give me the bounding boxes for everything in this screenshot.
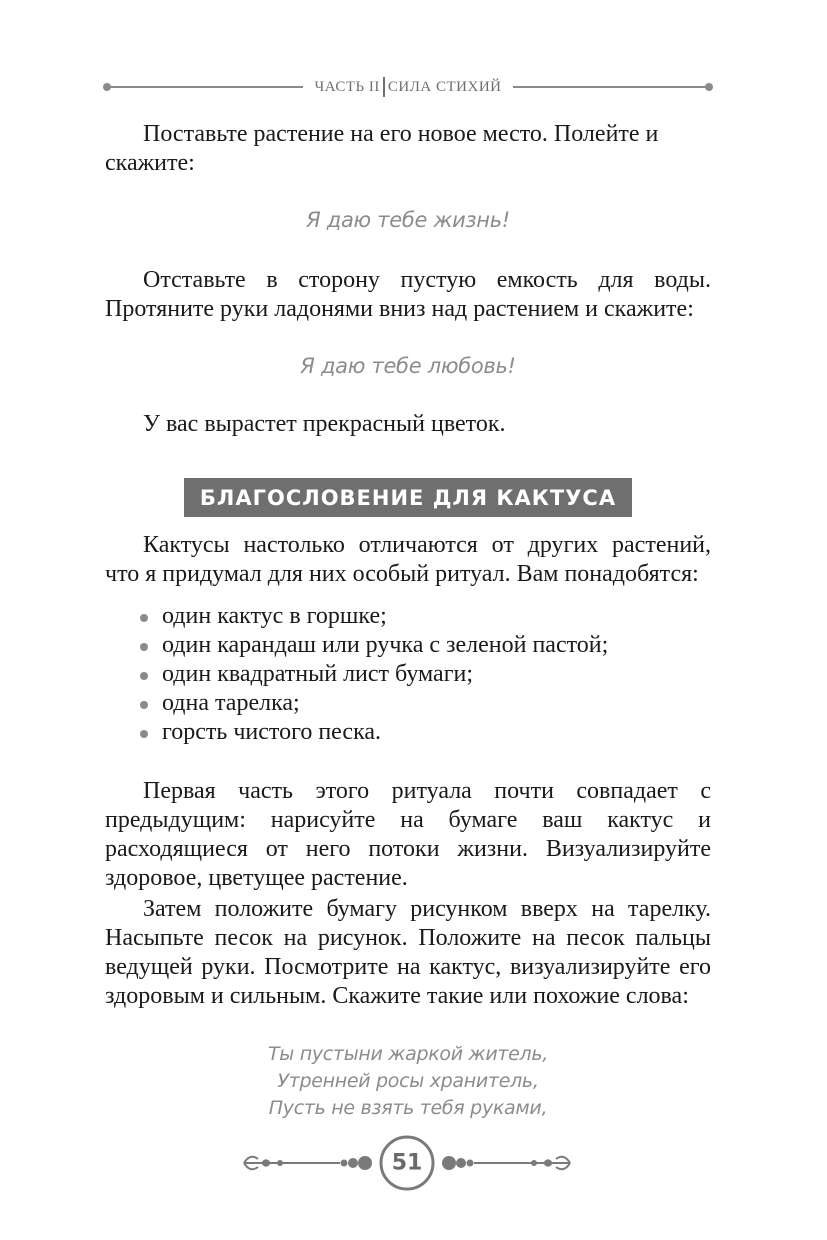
header-section: СИЛА СТИХИЙ: [387, 78, 502, 95]
list-item: один квадратный лист бумаги;: [105, 660, 711, 689]
running-header: [105, 76, 711, 98]
list-item: один карандаш или ручка с зеленой пастой;: [105, 631, 711, 660]
poem-line-3: Пусть не взять тебя руками,: [268, 1097, 548, 1119]
header-part: ЧАСТЬ II: [314, 78, 380, 95]
incantation-1: Я даю тебе жизнь!: [306, 208, 510, 232]
paragraph-4: Кактусы настолько отличаются от других растений, что я придумал для них особый ритуал. Вам понадобятся:: [105, 532, 711, 587]
header-title: [303, 77, 514, 97]
poem-line-1: Ты пустыни жаркой житель,: [267, 1043, 549, 1065]
page-number: 51: [391, 1150, 423, 1176]
poem: [105, 1041, 711, 1122]
list-item: горсть чистого песка.: [105, 718, 711, 747]
header-separator: [383, 77, 385, 97]
header-rule-right: [513, 86, 711, 88]
paragraph-2: Отставьте в сторону пустую емкость для воды. Протяните руки ладонями вниз над растением и скажите:: [105, 267, 711, 322]
section-heading: БЛАГОСЛОВЕНИЕ ДЛЯ КАКТУСА: [184, 478, 632, 517]
poem-line-2: Утренней росы хранитель,: [277, 1070, 539, 1092]
paragraph-3: У вас вырастет прекрасный цветок.: [143, 411, 506, 437]
supplies-list: [105, 602, 711, 747]
paragraph-5: Первая часть этого ритуала почти совпадает с предыдущим: нарисуйте на бумаге ваш кактус и расходящиеся от него потоки жизни. Визуализируйте здоровое, цветущее растение.: [105, 778, 711, 891]
header-rule-left: [105, 86, 303, 88]
list-item: одна тарелка;: [105, 689, 711, 718]
list-item: один кактус в горшке;: [105, 602, 711, 631]
incantation-2: Я даю тебе любовь!: [300, 354, 516, 378]
page-footer: [240, 1133, 574, 1193]
section-heading-wrap: [105, 478, 711, 517]
page-content: [105, 120, 711, 1122]
paragraph-1: Поставьте растение на его новое место. Полейте и скажите:: [105, 121, 659, 176]
paragraph-6: Затем положите бумагу рисунком вверх на тарелку. Насыпьте песок на рисунок. Положите на песок пальцы ведущей руки. Посмотрите на кактус, визуализируйте его здоровым и сильным. Скажите такие или похожие слова:: [105, 896, 711, 1009]
